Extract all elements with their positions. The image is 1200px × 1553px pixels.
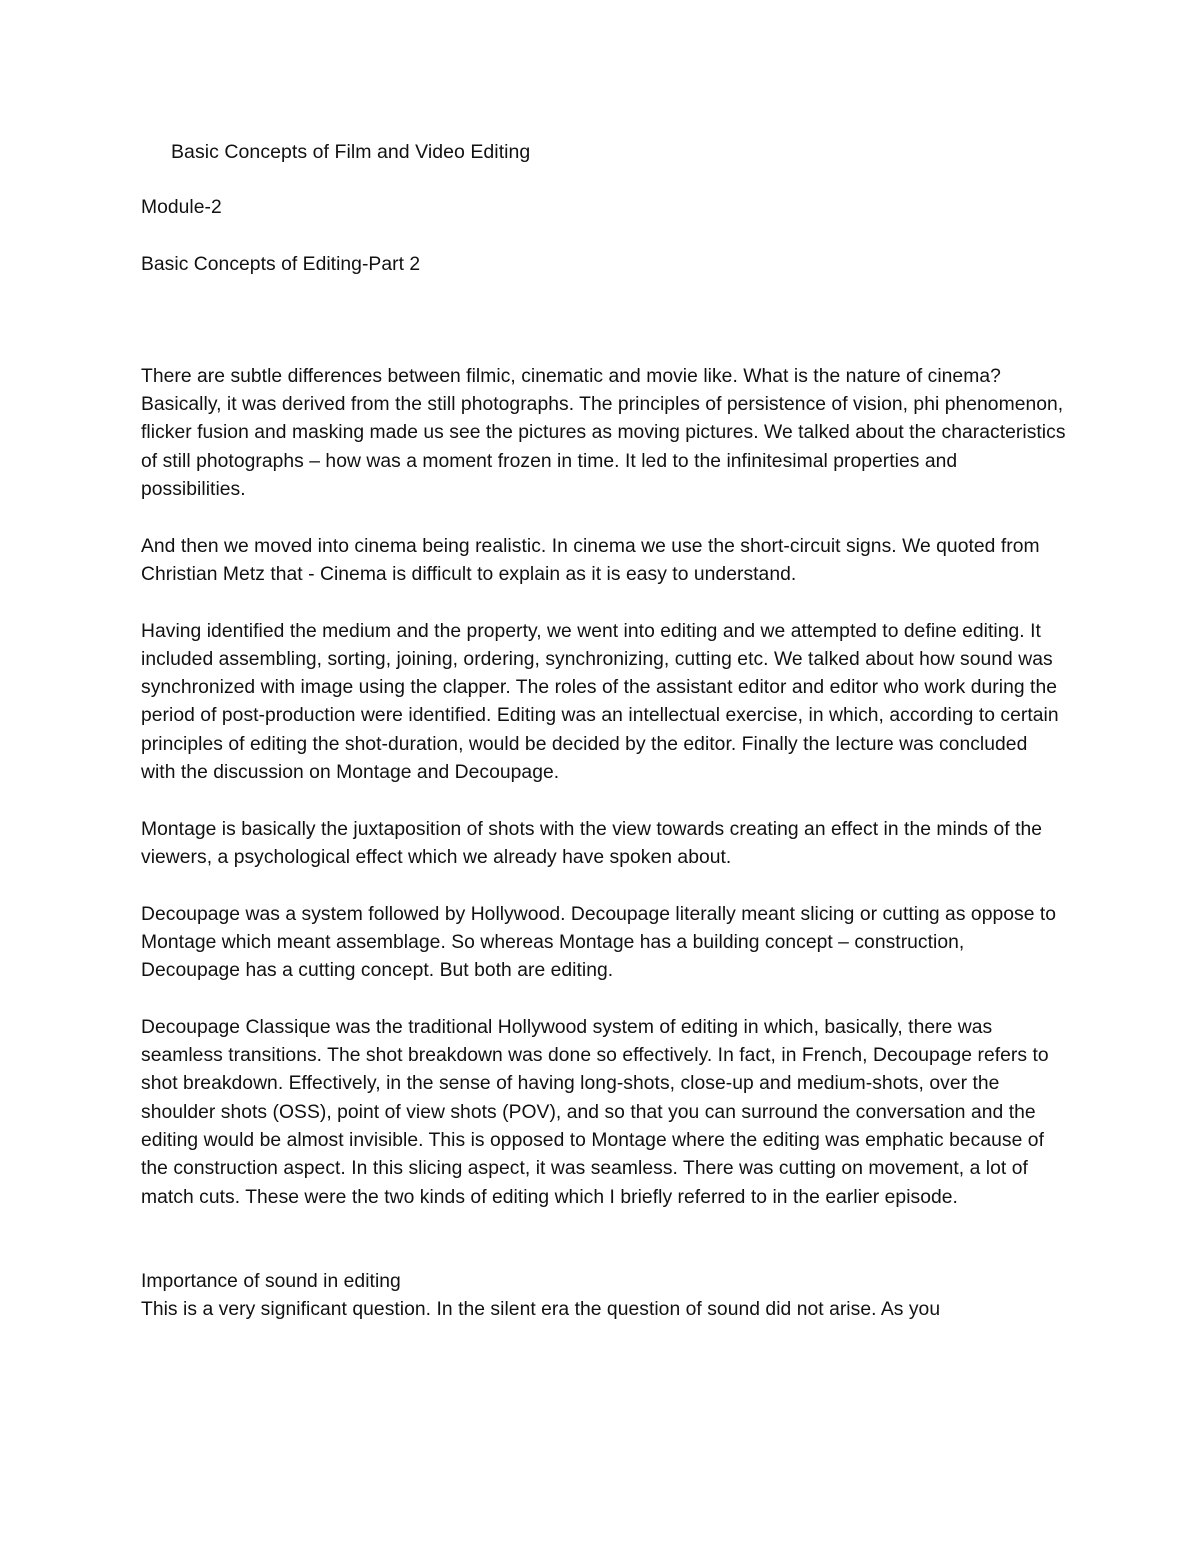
module-label: Module-2 <box>141 197 222 219</box>
section-paragraph: This is a very significant question. In the silent era the question of sound did not arise. As you <box>141 1299 941 1321</box>
document-subtitle: Basic Concepts of Editing-Part 2 <box>141 253 421 275</box>
paragraph: Decoupage Classique was the traditional Hollywood system of editing in which, basically, there was seamless transitions. The shot breakdown was done so effectively. In fact, in French, Decoupage refers to shot breakdown. Effectively, in the sense of having long-shots, close-up and medium-shots, over the shoulder shots (OSS), point of view shots (POV), and so that you can surround the conversation and the editing would be almost invisible. This is opposed to Montage where the editing was emphatic because of the construction aspect. In this slicing aspect, it was seamless. There was cutting on movement, a lot of match cuts. These were the two kinds of editing which I briefly referred to in the earlier episode. <box>141 1016 1049 1208</box>
paragraph: Decoupage was a system followed by Hollywood. Decoupage literally meant slicing or cutting as oppose to Montage which meant assemblage. So whereas Montage has a building concept – construction, Decoupage has a cutting concept. But both are editing. <box>141 903 1057 982</box>
paragraph: There are subtle differences between filmic, cinematic and movie like. What is the nature of cinema? Basically, it was derived from the still photographs. The principles of persistence of vision, phi phenomenon, flicker fusion and masking made us see the pictures as moving pictures. We talked about the characteristics of still photographs – how was a moment frozen in time. It led to the infinitesimal properties and possibilities. <box>141 365 1066 501</box>
paragraph: And then we moved into cinema being realistic. In cinema we use the short-circuit signs. We quoted from Christian Metz that - Cinema is difficult to explain as it is easy to understand. <box>141 535 1040 585</box>
section-heading: Importance of sound in editing <box>141 1270 401 1292</box>
document-title: Basic Concepts of Film and Video Editing <box>171 141 531 163</box>
paragraph: Montage is basically the juxtaposition of shots with the view towards creating an effect in the minds of the viewers, a psychological effect which we already have spoken about. <box>141 818 1043 868</box>
document-body <box>141 138 1066 1324</box>
paragraph: Having identified the medium and the property, we went into editing and we attempted to define editing. It included assembling, sorting, joining, ordering, synchronizing, cutting etc. We talked about how sound was synchronized with image using the clapper. The roles of the assistant editor and editor who work during the period of post-production were identified. Editing was an intellectual exercise, in which, according to certain principles of editing the shot-duration, would be decided by the editor. Finally the lecture was concluded with the discussion on Montage and Decoupage. <box>141 620 1059 784</box>
